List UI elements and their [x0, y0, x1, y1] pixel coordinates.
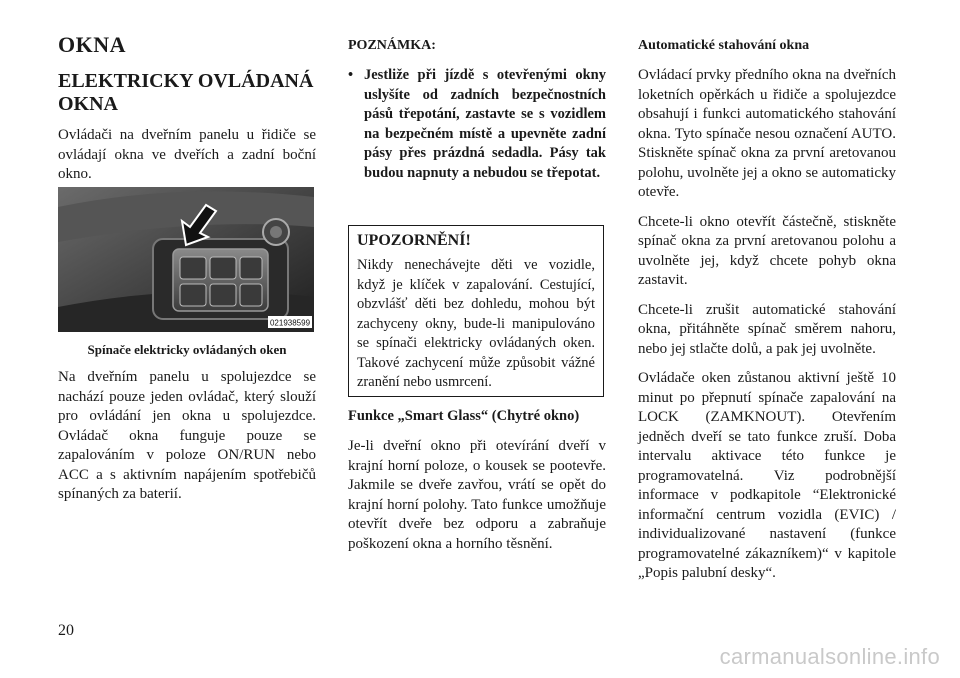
auto-paragraph-1: Ovládací prvky předního okna na dveřních loketních opěrkách u řidiče a spolujezdce obsahují i funkci automatického stahování okna. Tyto spínače nesou označení AUTO. Stiskněte spínač okna za první aretovanou polohu, uvolněte jej a okno se automaticky otevře. [638, 67, 896, 200]
auto-paragraph-2: Chcete-li okno otevřít částečně, stiskněte spínač okna za první aretovanou polohu a uvolněte jej, když chcete pohyb okna zastavit. [638, 213, 896, 288]
auto-paragraph-4: Ovládače oken zůstanou aktivní ještě 10 minut po přepnutí spínače zapalování na LOCK (ZAMKNOUT). Otevřením jedněch dveří se tato funkce zruší. Doba intervalu aktivace této funkce je programovatelná. Viz podrobnější informace v podkapitole “Elektronické informační centrum vozidla (EVIC) / individualizované nastavení (funkce programovatelné zákazníkem)“ v kapitole „Popis palubní desky“. [638, 370, 896, 581]
bullet: • [348, 67, 354, 83]
smart-glass-text: Je-li dveřní okno při otevírání dveří v krajní horní poloze, o kousek se pootevře. Jakmile se dveře zavřou, vrátí se opět do krajní horní polohy. Tato funkce umožňuje otevřít dveře bez odporu a zabraňuje poškození okna a horního těsnění. [348, 438, 606, 552]
note-title: POZNÁMKA: [348, 38, 436, 53]
image-code: 021938599 [269, 318, 311, 328]
note-item [348, 66, 606, 183]
auto-paragraph-3: Chcete-li zrušit automatické stahování okna, přitáhněte spínač směrem nahoru, nebo jej stlačte dolů, a pak jej uvolněte. [638, 301, 896, 357]
smart-glass-title: Funkce „Smart Glass“ (Chytré okno) [348, 408, 580, 424]
photo-caption: Spínače elektricky ovládaných oken [87, 342, 287, 357]
watermark: carmanualsonline.info [719, 644, 940, 669]
passenger-paragraph: Na dveřním panelu u spolujezdce se nachází pouze jeden ovládač, který slouží pro ovládání jen okna u spolujezdce. Ovládač okna funguje pouze se zapalováním v poloze ON/RUN nebo ACC a s aktivním napájením spotřebičů spínaných za baterií. [58, 369, 316, 502]
section-title: OKNA [58, 32, 126, 57]
intro-paragraph: Ovládači na dveřním panelu u řidiče se ovládají okna ve dveřích a zadní boční okno. [58, 127, 316, 182]
auto-down-title: Automatické stahování okna [638, 38, 810, 53]
note-text: Jestliže při jízdě s otevřenými okny uslyšíte od zadních bezpečnostních pásů třepotání, zastavte se s vozidlem na bezpečném místě a upevněte zadní pásy přes prázdná sedadla. Pásy tak budou napnuty a nebudou se třepotat. [364, 67, 606, 181]
window-switch-photo [58, 187, 314, 332]
warning-title: UPOZORNĚNÍ! [357, 232, 471, 249]
warning-text: Nikdy nenechávejte děti ve vozidle, když je klíček v zapalování. Cestující, obzvlášť děti bez dohledu, mohou být zachyceny okny, bude-li manipulováno se spínači elektricky ovládaných oken. Takové zachycení může způsobit vážné zranění nebo usmrcení. [357, 257, 595, 390]
page-number: 20 [58, 622, 74, 639]
section-subtitle: ELEKTRICKY OVLÁDANÁ OKNA [58, 70, 314, 115]
auto-down-body [638, 66, 896, 594]
warning-box [348, 225, 604, 397]
door-panel-illustration [58, 187, 314, 332]
